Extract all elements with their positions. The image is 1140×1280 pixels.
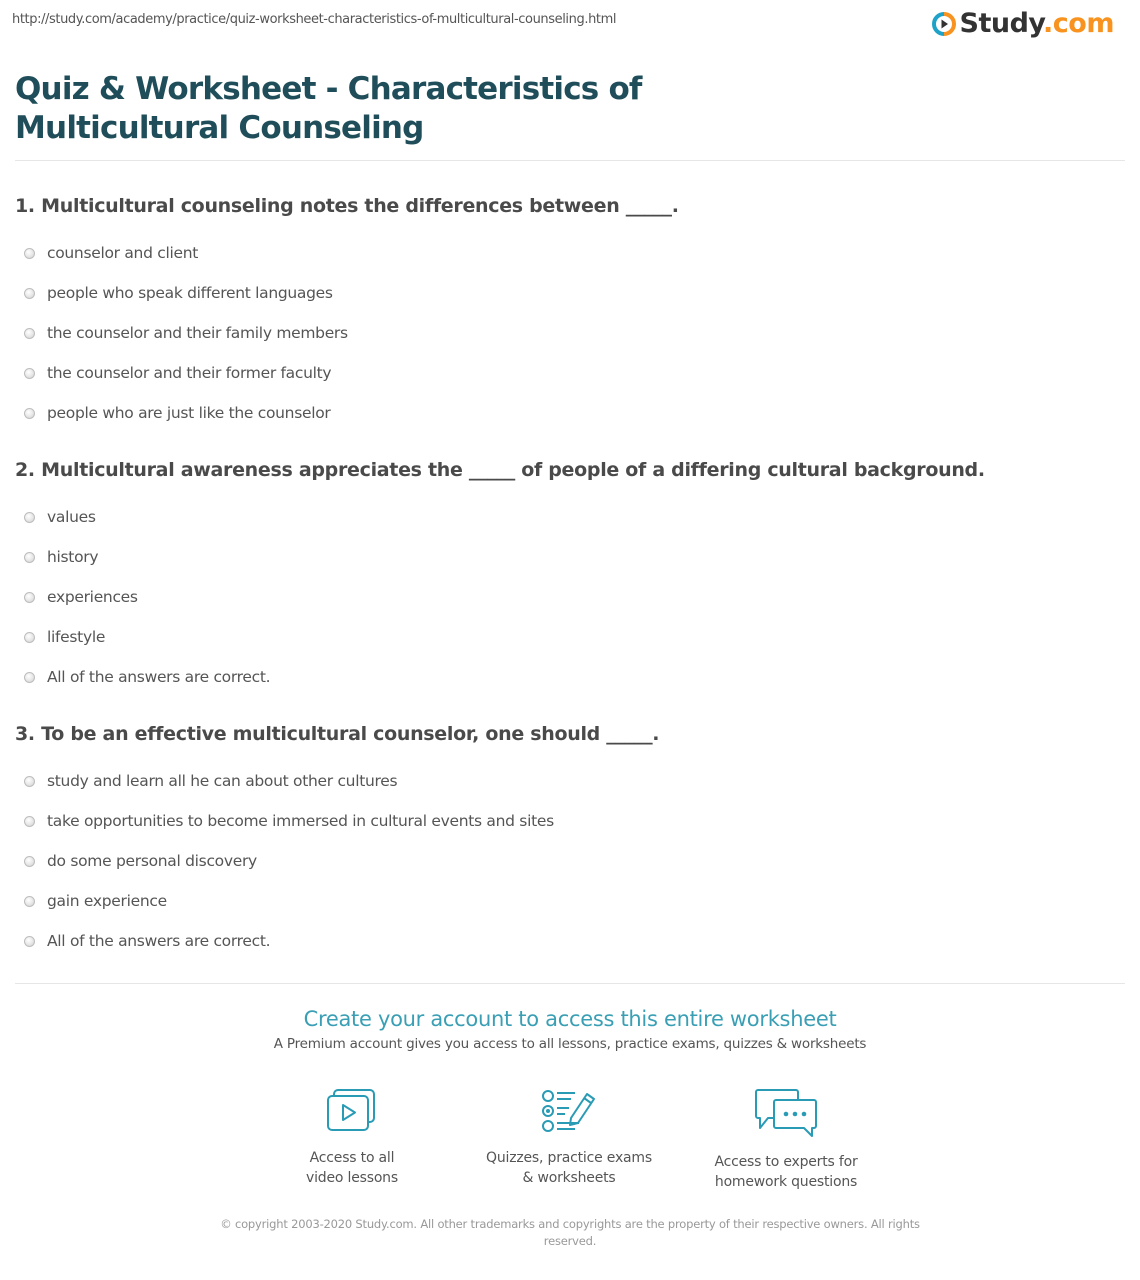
radio-button[interactable] (24, 816, 35, 827)
answer-option[interactable] (15, 537, 1125, 577)
cta-subtitle: A Premium account gives you access to all lessons, practice exams, quizzes & worksheets (273, 1036, 867, 1052)
radio-button[interactable] (24, 328, 35, 339)
option-label: people who are just like the counselor (47, 404, 331, 422)
option-label: experiences (47, 588, 138, 606)
quiz-checklist-icon (541, 1088, 597, 1134)
create-account-link[interactable]: Create your account to access this entire worksheet (303, 1007, 837, 1031)
answer-option[interactable] (15, 801, 1125, 841)
answer-option[interactable] (15, 393, 1125, 433)
radio-button[interactable] (24, 672, 35, 683)
option-label: gain experience (47, 892, 167, 910)
question-text: 2. Multicultural awareness appreciates the _____ of people of a differing cultural background. (15, 459, 985, 481)
answer-option[interactable] (15, 273, 1125, 313)
option-label: values (47, 508, 96, 526)
option-label: people who speak different languages (47, 284, 333, 302)
question-text: 3. To be an effective multicultural counselor, one should _____. (15, 723, 660, 745)
option-label: history (47, 548, 99, 566)
signup-cta (0, 1005, 1140, 1052)
radio-button[interactable] (24, 512, 35, 523)
answer-options (15, 233, 1125, 433)
page-title: Quiz & Worksheet - Characteristics of Multicultural Counseling (15, 71, 642, 146)
option-label: lifestyle (47, 628, 106, 646)
answer-option[interactable] (15, 577, 1125, 617)
radio-button[interactable] (24, 776, 35, 787)
content-divider (15, 983, 1125, 984)
answer-option[interactable] (15, 353, 1125, 393)
question-text: 1. Multicultural counseling notes the differences between _____. (15, 195, 679, 217)
answer-option[interactable] (15, 657, 1125, 697)
study-com-logo[interactable] (932, 8, 1114, 39)
answer-option[interactable] (15, 761, 1125, 801)
answer-options (15, 761, 1125, 961)
option-label: study and learn all he can about other cultures (47, 772, 398, 790)
answer-option[interactable] (15, 617, 1125, 657)
question-2 (15, 455, 1125, 697)
page-url: http://study.com/academy/practice/quiz-worksheet-characteristics-of-multicultural-counseling.html (12, 12, 617, 27)
answer-option[interactable] (15, 497, 1125, 537)
radio-button[interactable] (24, 288, 35, 299)
answer-option[interactable] (15, 881, 1125, 921)
feature-label: Access to all video lessons (306, 1150, 398, 1186)
option-label: do some personal discovery (47, 852, 257, 870)
answer-option[interactable] (15, 233, 1125, 273)
question-3 (15, 719, 1125, 961)
option-label: All of the answers are correct. (47, 668, 271, 686)
radio-button[interactable] (24, 248, 35, 259)
feature-video-lessons (252, 1088, 452, 1188)
feature-label: Access to experts for homework questions (714, 1154, 858, 1190)
answer-option[interactable] (15, 841, 1125, 881)
answer-option[interactable] (15, 921, 1125, 961)
option-label: take opportunities to become immersed in cultural events and sites (47, 812, 554, 830)
radio-button[interactable] (24, 368, 35, 379)
play-circle-icon (932, 12, 956, 36)
question-1 (15, 191, 1125, 433)
radio-button[interactable] (24, 552, 35, 563)
chat-bubbles-icon (754, 1088, 818, 1138)
radio-button[interactable] (24, 592, 35, 603)
option-label: All of the answers are correct. (47, 932, 271, 950)
radio-button[interactable] (24, 632, 35, 643)
radio-button[interactable] (24, 936, 35, 947)
answer-option[interactable] (15, 313, 1125, 353)
radio-button[interactable] (24, 408, 35, 419)
feature-label: Quizzes, practice exams & worksheets (486, 1150, 652, 1186)
logo-wordmark: Study.com (959, 8, 1114, 39)
radio-button[interactable] (24, 896, 35, 907)
answer-options (15, 497, 1125, 697)
feature-quizzes (469, 1088, 669, 1188)
radio-button[interactable] (24, 856, 35, 867)
copyright-footer: © copyright 2003-2020 Study.com. All other trademarks and copyrights are the property of their respective owners. All rights reserved. (220, 1217, 920, 1248)
option-label: the counselor and their family members (47, 324, 348, 342)
feature-experts (686, 1088, 886, 1192)
video-lessons-icon (326, 1088, 378, 1134)
header-divider (15, 160, 1125, 161)
option-label: the counselor and their former faculty (47, 364, 332, 382)
option-label: counselor and client (47, 244, 199, 262)
